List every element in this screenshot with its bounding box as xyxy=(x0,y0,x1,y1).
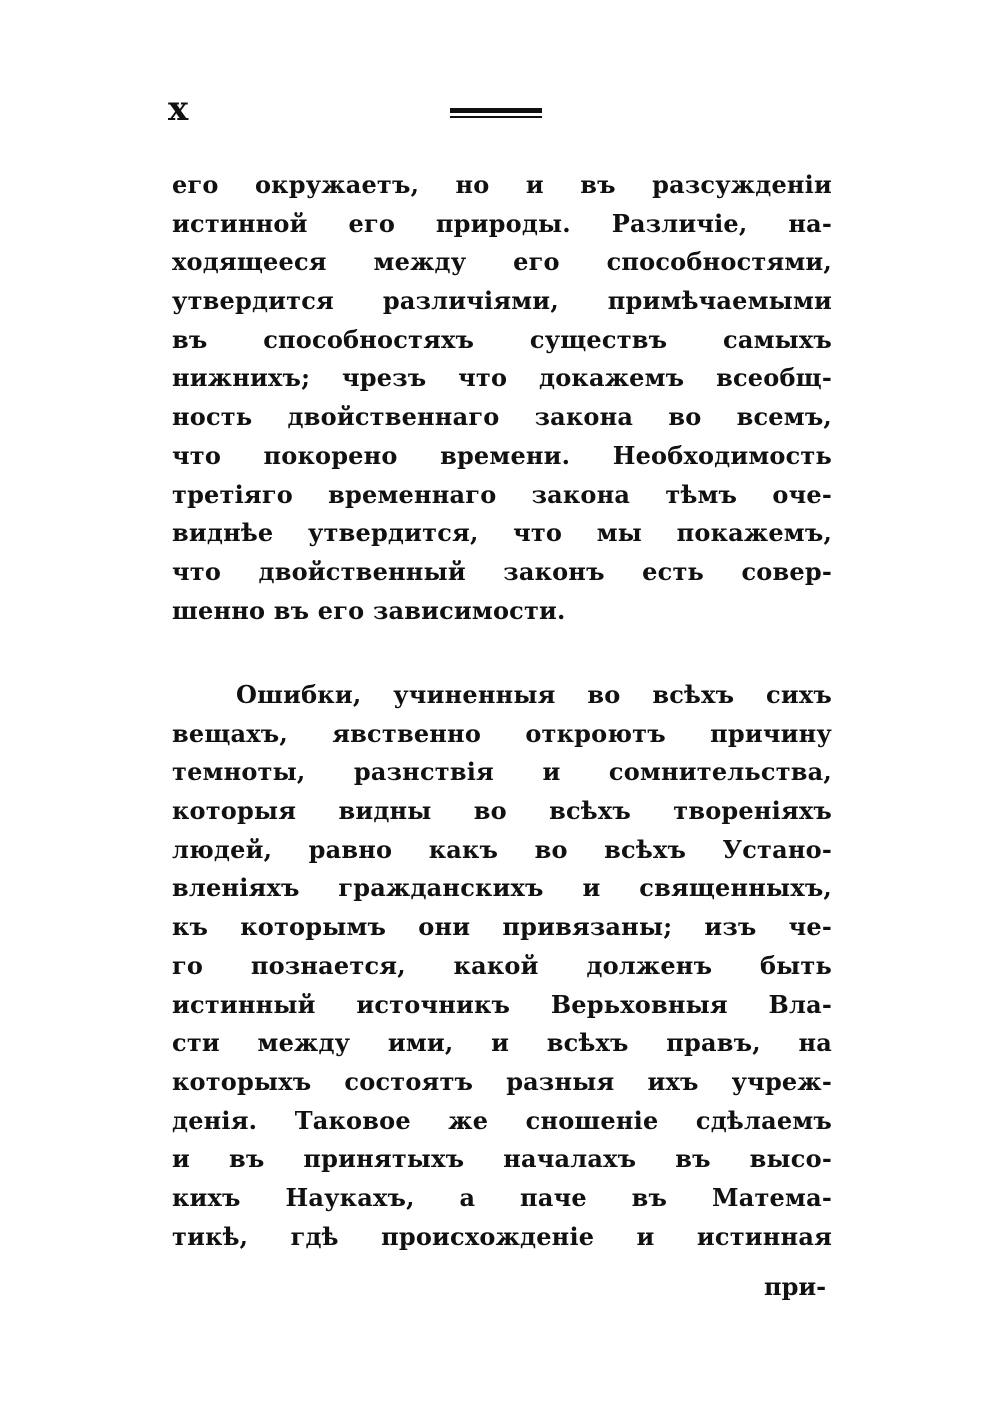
text-line: истинный источникъ Верьховныя Вла- xyxy=(172,989,832,1019)
text-line: ность двойственнаго закона во всемъ, xyxy=(172,402,832,432)
catchword: при- xyxy=(764,1272,827,1301)
text-line: къ которымъ они привязаны; изъ че- xyxy=(172,912,832,942)
text-line: утвердится различіями, примѣчаемыми xyxy=(172,286,832,316)
page-number: x xyxy=(168,89,189,129)
text-line: денія. Таковое же сношеніе сдѣлаемъ xyxy=(172,1105,832,1135)
text-line: вещахъ, явственно откроютъ причину xyxy=(172,718,832,748)
text-line: Ошибки, учиненныя во всѣхъ сихъ xyxy=(236,680,832,709)
text-line: шенно въ его зависимости. xyxy=(172,595,566,625)
text-line: сти между ими, и всѣхъ правъ, на xyxy=(172,1028,832,1058)
text-line: го познается, какой долженъ быть xyxy=(172,950,832,980)
text-line: третіяго временнаго закона тѣмъ оче- xyxy=(172,479,832,509)
text-line: истинной его природы. Различіе, на- xyxy=(172,208,832,238)
header-rule-thick xyxy=(450,108,542,113)
text-line: ходящееся между его способностями, xyxy=(172,247,832,277)
text-line: что двойственный законъ есть совер- xyxy=(172,556,832,586)
text-line: которыхъ состоятъ разныя ихъ учреж- xyxy=(172,1066,832,1096)
text-line: тикѣ, гдѣ происхожденіе и истинная xyxy=(172,1221,832,1251)
text-line: виднѣе утвердится, что мы покажемъ, xyxy=(172,518,832,548)
text-line: и въ принятыхъ началахъ въ высо- xyxy=(172,1144,832,1174)
text-line: въ способностяхъ существъ самыхъ xyxy=(172,324,832,354)
text-line: которыя видны во всѣхъ твореніяхъ xyxy=(172,796,832,826)
paragraph-2 xyxy=(172,676,832,1256)
text-line: темноты, разнствія и сомнительства, xyxy=(172,757,832,787)
text-line: вленіяхъ гражданскихъ и священныхъ, xyxy=(172,873,832,903)
text-line: кихъ Наукахъ, а паче въ Матема- xyxy=(172,1182,832,1212)
header-rule xyxy=(450,108,542,120)
text-line: что покорено времени. Необходимость xyxy=(172,440,832,470)
text-line: его окружаетъ, но и въ разсужденіи xyxy=(172,170,832,199)
text-line: нижнихъ; чрезъ что докажемъ всеобщ- xyxy=(172,363,832,393)
text-line: людей, равно какъ во всѣхъ Устано- xyxy=(172,834,832,864)
paragraph-1 xyxy=(172,166,832,630)
header-rule-thin xyxy=(450,116,542,118)
